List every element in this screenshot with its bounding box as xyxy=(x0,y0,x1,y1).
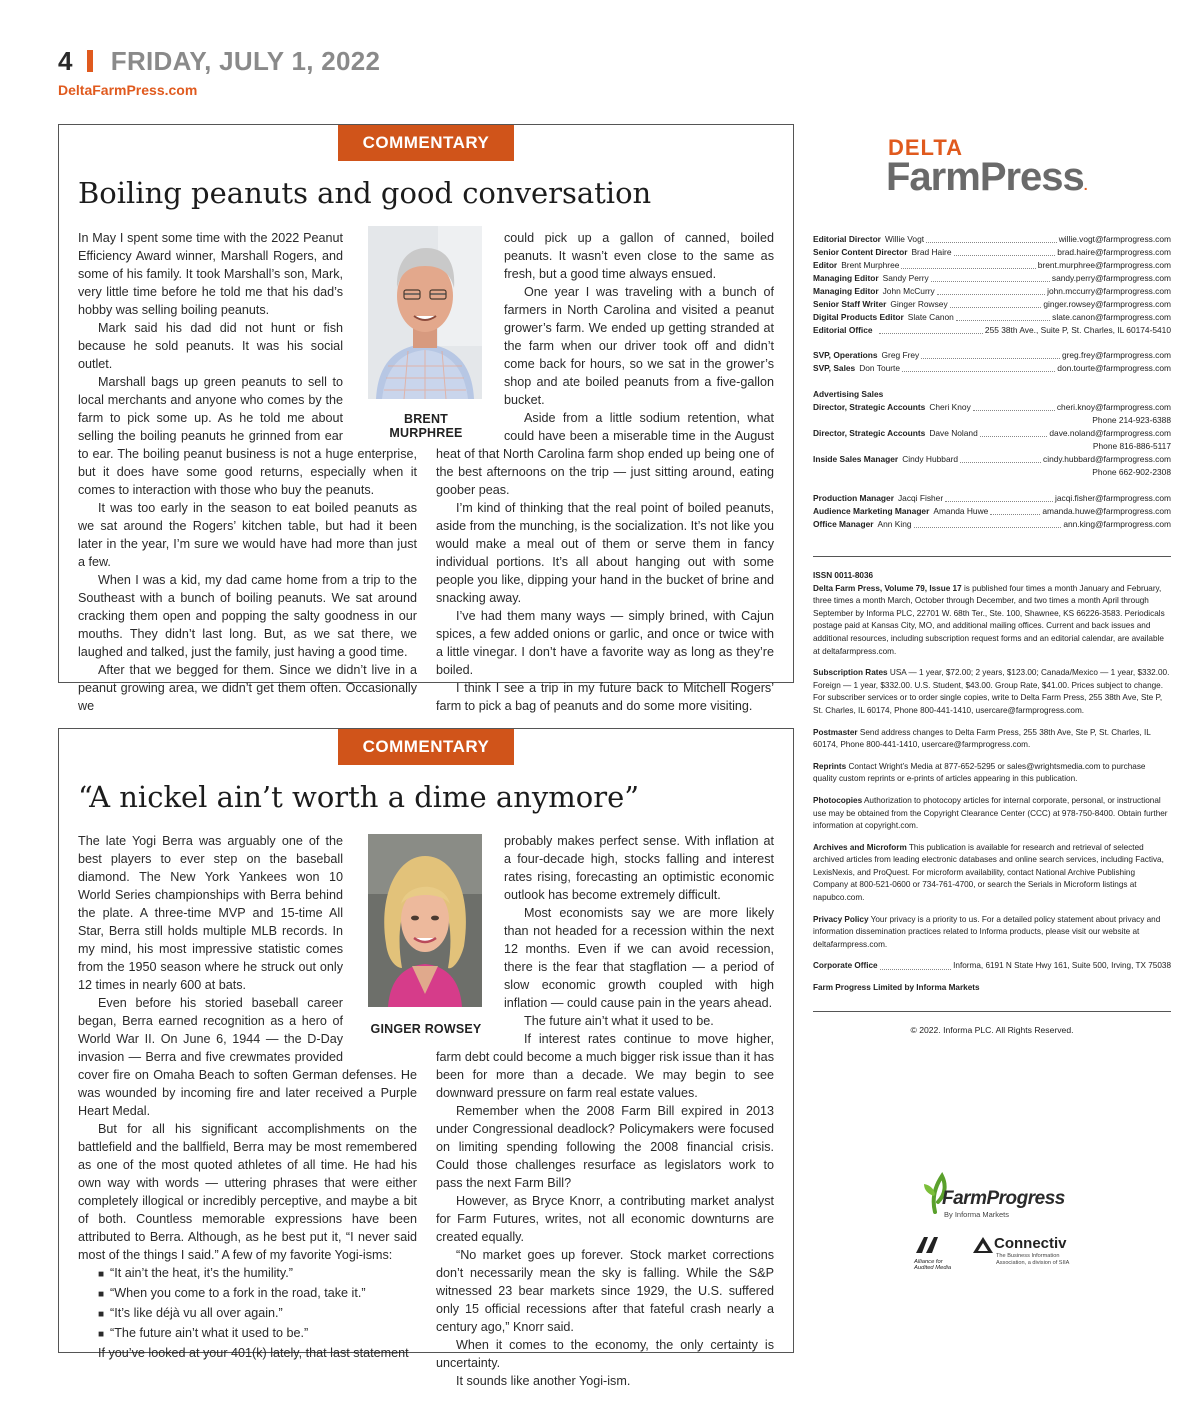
role-label: Office Manager xyxy=(813,519,874,529)
connectiv-logo xyxy=(972,1236,1082,1270)
masthead-row xyxy=(813,518,1171,531)
dot-leader xyxy=(937,285,1045,295)
svp-list xyxy=(813,349,1171,375)
person-name: Sandy Perry xyxy=(882,273,929,283)
paragraph: The late Yogi Berra was arguably one of the best players to ever step on the baseball diamond. The New York Yankees won 10 World Series championships with Berra behind the plate. A three-time MVP and 15-time All Star, Berra still holds multiple MLB records. In my mind, his most impressive statistic comes from the 1950 season where he struck out only 12 times in nearly 600 at bats. xyxy=(78,834,343,992)
aam-icon xyxy=(914,1236,944,1254)
legal-text: Authorization to photocopy articles for internal corporate, personal, or instructional use may be obtained from the Copyright Clearance Center (CCC) at 978-750-8400. Obtain further information at copyright.com. xyxy=(813,795,1168,831)
role-label: Managing Editor xyxy=(813,273,879,283)
paragraph: probably makes perfect sense. With inflation at a four-decade high, stocks falling and interest rates rising, forecasting an optimistic economic outlook has become extremely difficult. xyxy=(504,834,774,902)
contact-value[interactable]: jacqi.fisher@farmprogress.com xyxy=(1054,493,1171,503)
section-badge: COMMENTARY xyxy=(338,729,514,765)
paragraph: When it comes to the economy, the only certainty is uncertainty. xyxy=(436,1338,774,1370)
paragraph: Aside from a little sodium retention, what could have been a miserable time in the August heat of that North Carolina farm shop ended up being one of the best afternoons on the trip — just sitting around, eating goober peas. xyxy=(436,411,774,497)
dot-leader xyxy=(960,453,1041,463)
paragraph: However, as Bryce Knorr, a contributing market analyst for Farm Futures, writes, not all economic downturns are created equally. xyxy=(436,1194,774,1244)
photo-wrap-spacer xyxy=(436,229,504,445)
legal-text: Send address changes to Delta Farm Press, 255 38th Ave, Ste P, St. Charles, IL 60174, Phone 800-441-1410, usercare@farmprogress.com. xyxy=(813,727,1151,750)
dot-leader xyxy=(973,401,1055,411)
header-divider xyxy=(87,50,93,72)
contact-value[interactable]: cheri.knoy@farmprogress.com xyxy=(1056,402,1171,412)
paragraph: If interest rates continue to move higher, farm debt could become a much bigger risk issue than it has been for more than a decade. We may begin to see downward pressure on farm real estate values. xyxy=(436,1032,774,1100)
dot-leader xyxy=(954,246,1056,256)
paragraph: “No market goes up forever. Stock market corrections don’t necessarily mean the sky is falling. While the S&P witnessed 23 bear markets since 1929, the U.S. suffered only 15 official recessions after that fateful crash nearly a century ago,” Knorr said. xyxy=(436,1248,774,1334)
role-label: Editor xyxy=(813,260,838,270)
legal-text: Contact Wright’s Media at 877-652-5295 or sales@wrightsmedia.com to purchase quality custom reprints or e-prints of articles appearing in this publication. xyxy=(813,761,1146,784)
list-item: ■ “It ain’t the heat, it’s the humility.” xyxy=(98,1264,417,1284)
legal-label: ISSN 0011-8036 xyxy=(813,571,874,580)
dot-leader xyxy=(950,298,1042,308)
contact-value[interactable]: brent.murphree@farmprogress.com xyxy=(1037,260,1171,270)
logo-dot: . xyxy=(1083,177,1087,193)
role-label: Digital Products Editor xyxy=(813,312,904,322)
photo-wrap-spacer xyxy=(436,832,504,1048)
article-headline: Boiling peanuts and good conversation xyxy=(78,176,652,210)
legal-label: Privacy Policy xyxy=(813,914,869,924)
yogi-quotes-list xyxy=(78,1264,417,1344)
divider xyxy=(813,556,1171,557)
legal-paragraph xyxy=(813,727,1171,752)
person-name: Dave Noland xyxy=(929,428,978,438)
dot-leader xyxy=(945,492,1053,502)
dot-leader xyxy=(926,233,1057,243)
list-item: ■ “The future ain’t what it used to be.” xyxy=(98,1324,417,1344)
legal-paragraph xyxy=(813,842,1171,905)
paragraph: I think I see a trip in my future back to Mitchell Rogers’ farm to pick a bag of peanuts and do some more visiting. xyxy=(436,681,774,713)
role-label: Director, Strategic Accounts xyxy=(813,402,926,412)
page-number: 4 xyxy=(58,46,73,76)
masthead-row xyxy=(813,285,1171,298)
role-label: Managing Editor xyxy=(813,286,879,296)
farmpress-logo-text: FarmPress xyxy=(886,155,1084,199)
masthead-row xyxy=(813,362,1171,375)
dot-leader xyxy=(914,518,1062,528)
contact-value[interactable]: ann.king@farmprogress.com xyxy=(1063,519,1171,529)
role-label: Director, Strategic Accounts xyxy=(813,428,926,438)
dot-leader xyxy=(880,960,952,970)
dot-leader xyxy=(956,311,1050,321)
legal-paragraph xyxy=(813,795,1171,833)
legal-label: Reprints xyxy=(813,761,847,771)
paragraph: Most economists say we are more likely than not headed for a recession within the next 12 months. Even if we can avoid recession, there is the fear that stagflation — a period of slow economic growth coupled with high inflation — could cause pain in the years ahead. xyxy=(504,906,774,1010)
legal-label: Archives and Microform xyxy=(813,842,907,852)
person-name: Amanda Huwe xyxy=(933,506,989,516)
masthead-row xyxy=(813,298,1171,311)
advertising-heading: Advertising Sales xyxy=(813,389,884,399)
paragraph: Mark said his dad did not hunt or fish because he sold peanuts. It was his social outlet. xyxy=(78,321,343,371)
paragraph: If you’ve looked at your 401(k) lately, that last statement xyxy=(98,1346,409,1360)
list-item: ■ “It’s like déjà vu all over again.” xyxy=(98,1304,417,1324)
publication-legal xyxy=(813,570,1171,995)
masthead-row xyxy=(813,233,1171,246)
masthead-row xyxy=(813,492,1171,505)
dot-leader xyxy=(879,324,983,334)
legal-text: Your privacy is a priority to us. For a detailed policy statement about privacy and information dissemination practices related to Informa products, please visit our website at deltafarmpress.com. xyxy=(813,914,1161,949)
role-label: Senior Staff Writer xyxy=(813,299,887,309)
staff-list xyxy=(813,233,1171,337)
masthead-row xyxy=(813,272,1171,285)
farmprogress-logo xyxy=(920,1172,1070,1222)
role-label: SVP, Operations xyxy=(813,350,878,360)
person-name: Brent Murphree xyxy=(841,260,900,270)
dot-leader xyxy=(901,259,1035,269)
phone-number: Phone 214-923-6388 xyxy=(1092,415,1171,425)
person-name: Cheri Knoy xyxy=(929,402,971,412)
contact-value[interactable]: brad.haire@farmprogress.com xyxy=(1057,247,1171,257)
aam-logo xyxy=(914,1236,962,1271)
dot-leader xyxy=(990,505,1040,515)
contact-value[interactable]: greg.frey@farmprogress.com xyxy=(1061,350,1171,360)
delta-logo-text: DELTA xyxy=(888,135,964,160)
person-name: Don Tourte xyxy=(859,363,901,373)
masthead-row xyxy=(813,427,1171,440)
paragraph: Marshall bags up green peanuts to sell to local merchants and anyone who comes by the farm to pick some up. As he told me about selling the boiling peanuts he grinned from ear to ear. The boiling peanut business is not a huge enterprise, but it does have some good returns, especially when it comes to interaction with those who buy the peanuts. xyxy=(78,375,417,497)
author-caption: BRENT MURPHREE xyxy=(389,412,463,440)
contact-value[interactable]: slate.canon@farmprogress.com xyxy=(1052,312,1171,322)
paragraph: I’ve had them many ways — simply brined, with Cajun spices, a few added onions or garlic, and once or twice with a little vinegar. I don’t have a favorite way as long as they’re boiled. xyxy=(436,609,774,677)
author-caption: GINGER ROWSEY xyxy=(370,1022,482,1036)
paragraph: It was too early in the season to eat boiled peanuts as we sat around the Rogers’ kitchen table, but had it been later in the year, I’m sure we would have had more than just a few. xyxy=(78,501,417,569)
masthead-row xyxy=(813,246,1171,259)
person-name: Ann King xyxy=(877,519,912,529)
connectiv-wordmark: Connectiv xyxy=(994,1235,1067,1252)
farmpress-logo xyxy=(886,155,1087,200)
section-badge: COMMENTARY xyxy=(338,125,514,161)
production-list xyxy=(813,492,1171,531)
article1-column-2 xyxy=(436,229,774,715)
person-name: John McCurry xyxy=(882,286,935,296)
contact-value[interactable]: cindy.hubbard@farmprogress.com xyxy=(1043,454,1171,464)
person-name: Slate Canon xyxy=(907,312,954,322)
legal-label: Delta Farm Press, Volume 79, Issue 17 xyxy=(813,583,962,593)
person-name: Willie Vogt xyxy=(884,234,925,244)
person-name: Jacqi Fisher xyxy=(897,493,944,503)
legal-label: Postmaster xyxy=(813,727,858,737)
farmprogress-wordmark: FarmProgress xyxy=(942,1188,1065,1209)
connectiv-icon xyxy=(972,1236,994,1254)
contact-value[interactable]: willie.vogt@farmprogress.com xyxy=(1058,234,1171,244)
advertising-list xyxy=(813,388,1171,479)
contact-value[interactable]: amanda.huwe@farmprogress.com xyxy=(1042,506,1171,516)
limited-by: Farm Progress Limited by Informa Markets xyxy=(813,983,980,993)
issue-date: FRIDAY, JULY 1, 2022 xyxy=(110,46,381,76)
masthead-row xyxy=(813,453,1171,466)
paragraph: The future ain’t what it used to be. xyxy=(524,1014,714,1028)
list-item: ■ “When you come to a fork in the road, take it.” xyxy=(98,1284,417,1304)
contact-value[interactable]: dave.noland@farmprogress.com xyxy=(1049,428,1171,438)
person-name: Greg Frey xyxy=(881,350,920,360)
contact-value[interactable]: 255 38th Ave., Suite P, St. Charles, IL 60174-5410 xyxy=(984,325,1171,335)
contact-value[interactable]: don.tourte@farmprogress.com xyxy=(1057,363,1171,373)
copyright: © 2022. Informa PLC. All Rights Reserved. xyxy=(910,1025,1074,1035)
legal-paragraph xyxy=(813,570,1171,583)
role-label: Production Manager xyxy=(813,493,894,503)
dot-leader xyxy=(902,362,1055,372)
role-label: Senior Content Director xyxy=(813,247,908,257)
legal-paragraph xyxy=(813,914,1171,952)
contact-value[interactable]: sandy.perry@farmprogress.com xyxy=(1051,273,1171,283)
person-name: Ginger Rowsey xyxy=(890,299,948,309)
role-label: Audience Marketing Manager xyxy=(813,506,930,516)
paragraph: When I was a kid, my dad came home from a trip to the Southeast with a bunch of boiling peanuts. We sat around cracking them open and popping the salty goodness in our mouths. They didn’t last long. But, as we sat there, we laughed and talked, just the family, just having a good time. xyxy=(78,573,417,659)
role-label: Editorial Office xyxy=(813,325,873,335)
paragraph: In May I spent some time with the 2022 Peanut Efficiency Award winner, Marshall Rogers, and some of his family. It took Marshall’s son, Mark, very little time before he told me that his dad’s hobby was selling boiling peanuts. xyxy=(78,231,343,317)
article2-column-2 xyxy=(436,832,774,1390)
role-label: SVP, Sales xyxy=(813,363,856,373)
legal-paragraph xyxy=(813,761,1171,786)
person-name: Cindy Hubbard xyxy=(902,454,959,464)
corporate-label: Corporate Office xyxy=(813,961,878,971)
masthead-row xyxy=(813,349,1171,362)
aam-text: Alliance for Audited Media xyxy=(914,1259,952,1271)
page-header xyxy=(58,46,380,77)
farmprogress-subline: By Informa Markets xyxy=(944,1210,1010,1219)
masthead-row xyxy=(813,324,1171,337)
article-headline: “A nickel ain’t worth a dime anymore” xyxy=(78,780,640,814)
connectiv-subline: The Business Information Association, a division of SIIA xyxy=(996,1253,1070,1266)
paragraph: But for all his significant accomplishments on the battlefield and the ballfield, Berra may be most remembered as one of the most quoted athletes of all time. He had his own way with words — uttering phrases that were either completely illogical or incredibly perceptive, and maybe a bit of both. Countless memorable expressions have been attributed to Berra. Although, as he best put it, “I never said most of the things I said.” A few of my favorite Yogi-isms: xyxy=(78,1122,417,1262)
corporate-address: Informa, 6191 N State Hwy 161, Suite 500, Irving, TX 75038 xyxy=(953,961,1171,971)
site-url[interactable]: DeltaFarmPress.com xyxy=(58,82,198,98)
paragraph: I’m kind of thinking that the real point of boiled peanuts, aside from the munching, is the socialization. It’s not like you would make a meal out of them or serve them in fancy individual portions. It’s all about hanging out with some people you like, dipping your hand in the bucket of brine and snacking away. xyxy=(436,501,774,605)
masthead-row xyxy=(813,401,1171,414)
role-label: Inside Sales Manager xyxy=(813,454,899,464)
legal-paragraph xyxy=(813,667,1171,717)
paragraph: One year I was traveling with a bunch of farmers in North Carolina and visited a peanut grower’s farm. We ended up getting stranded at the farm when our driver took off and didn’t come back for hours, so we sat in the grower’s shop and ate boiled peanuts from a five-gallon bucket. xyxy=(504,285,774,407)
masthead-row xyxy=(813,259,1171,272)
dot-leader xyxy=(931,272,1050,282)
legal-text: is published four times a month January and February, three times a month March, October through December, and two times a month April through September by Informa PLC, 22701 W. 68th Ter., Ste. 100, Shawnee, KS 66226-3583. Periodicals postage paid at Kansas City, MO, and additional mailing offices. Current and back issues and additional resources, including subscription request forms and an editorial calendar, are available at deltafarmpress.com. xyxy=(813,583,1165,656)
legal-label: Subscription Rates xyxy=(813,668,888,678)
masthead-row xyxy=(813,311,1171,324)
legal-paragraph xyxy=(813,583,1171,659)
paragraph: Remember when the 2008 Farm Bill expired in 2013 under Congressional deadlock? Policymakers were focused on limiting spending following the 2008 financial crisis. Could those challenges resurface as legislators work to pass the next Farm Bill? xyxy=(436,1104,774,1190)
phone-number: Phone 816-886-5117 xyxy=(1092,441,1171,451)
paragraph: could pick up a gallon of canned, boiled peanuts. It wasn’t even close to the same as fresh, but a good time always ensued. xyxy=(504,231,774,281)
article1-column-1 xyxy=(78,229,417,715)
person-name: Brad Haire xyxy=(911,247,952,257)
role-label: Editorial Director xyxy=(813,234,881,244)
legal-text: USA — 1 year, $72.00; 2 years, $123.00; Canada/Mexico — 1 year, $332.00. Foreign — 1 year, $332.00. U.S. Student, $43.00. Group Rate, $41.00. Prices subject to change. For subscriber services or to order single copies, write to Delta Farm Press, 255 38th Ave, Ste P, St. Charles, IL 60174, Phone 800-441-1410, usercare@farmprogress.com. xyxy=(813,668,1170,715)
article2-column-1 xyxy=(78,832,417,1362)
dot-leader xyxy=(980,427,1048,437)
legal-text: This publication is available for research and retrieval of selected archived articles from leading electronic databases and online search services, including Factiva, LexisNexis, and ProQuest. For microform availability, contact National Archive Publishing Company at 800-521-0600 or 734-761-4700, or search the Serials in Microform listings at napubco.com. xyxy=(813,842,1164,903)
corporate-office-row xyxy=(813,960,1171,973)
phone-number: Phone 662-902-2308 xyxy=(1092,467,1171,477)
masthead-row xyxy=(813,505,1171,518)
paragraph: Even before his storied baseball career began, Berra earned recognition as a hero of World War II. On June 6, 1944 — the D-Day invasion — Berra and five crewmates provided cover fire on Omaha Beach to soften German defenses. He was wounded by incoming fire and later received a Purple Heart Medal. xyxy=(78,996,417,1118)
dot-leader xyxy=(921,349,1060,359)
paragraph: It sounds like another Yogi-ism. xyxy=(456,1374,631,1388)
contact-value[interactable]: john.mccurry@farmprogress.com xyxy=(1047,286,1171,296)
divider xyxy=(813,1011,1171,1012)
legal-label: Photocopies xyxy=(813,795,863,805)
paragraph: After that we begged for them. Since we didn’t live in a peanut growing area, we didn’t get them often. Occasionally we xyxy=(78,663,417,713)
contact-value[interactable]: ginger.rowsey@farmprogress.com xyxy=(1043,299,1171,309)
